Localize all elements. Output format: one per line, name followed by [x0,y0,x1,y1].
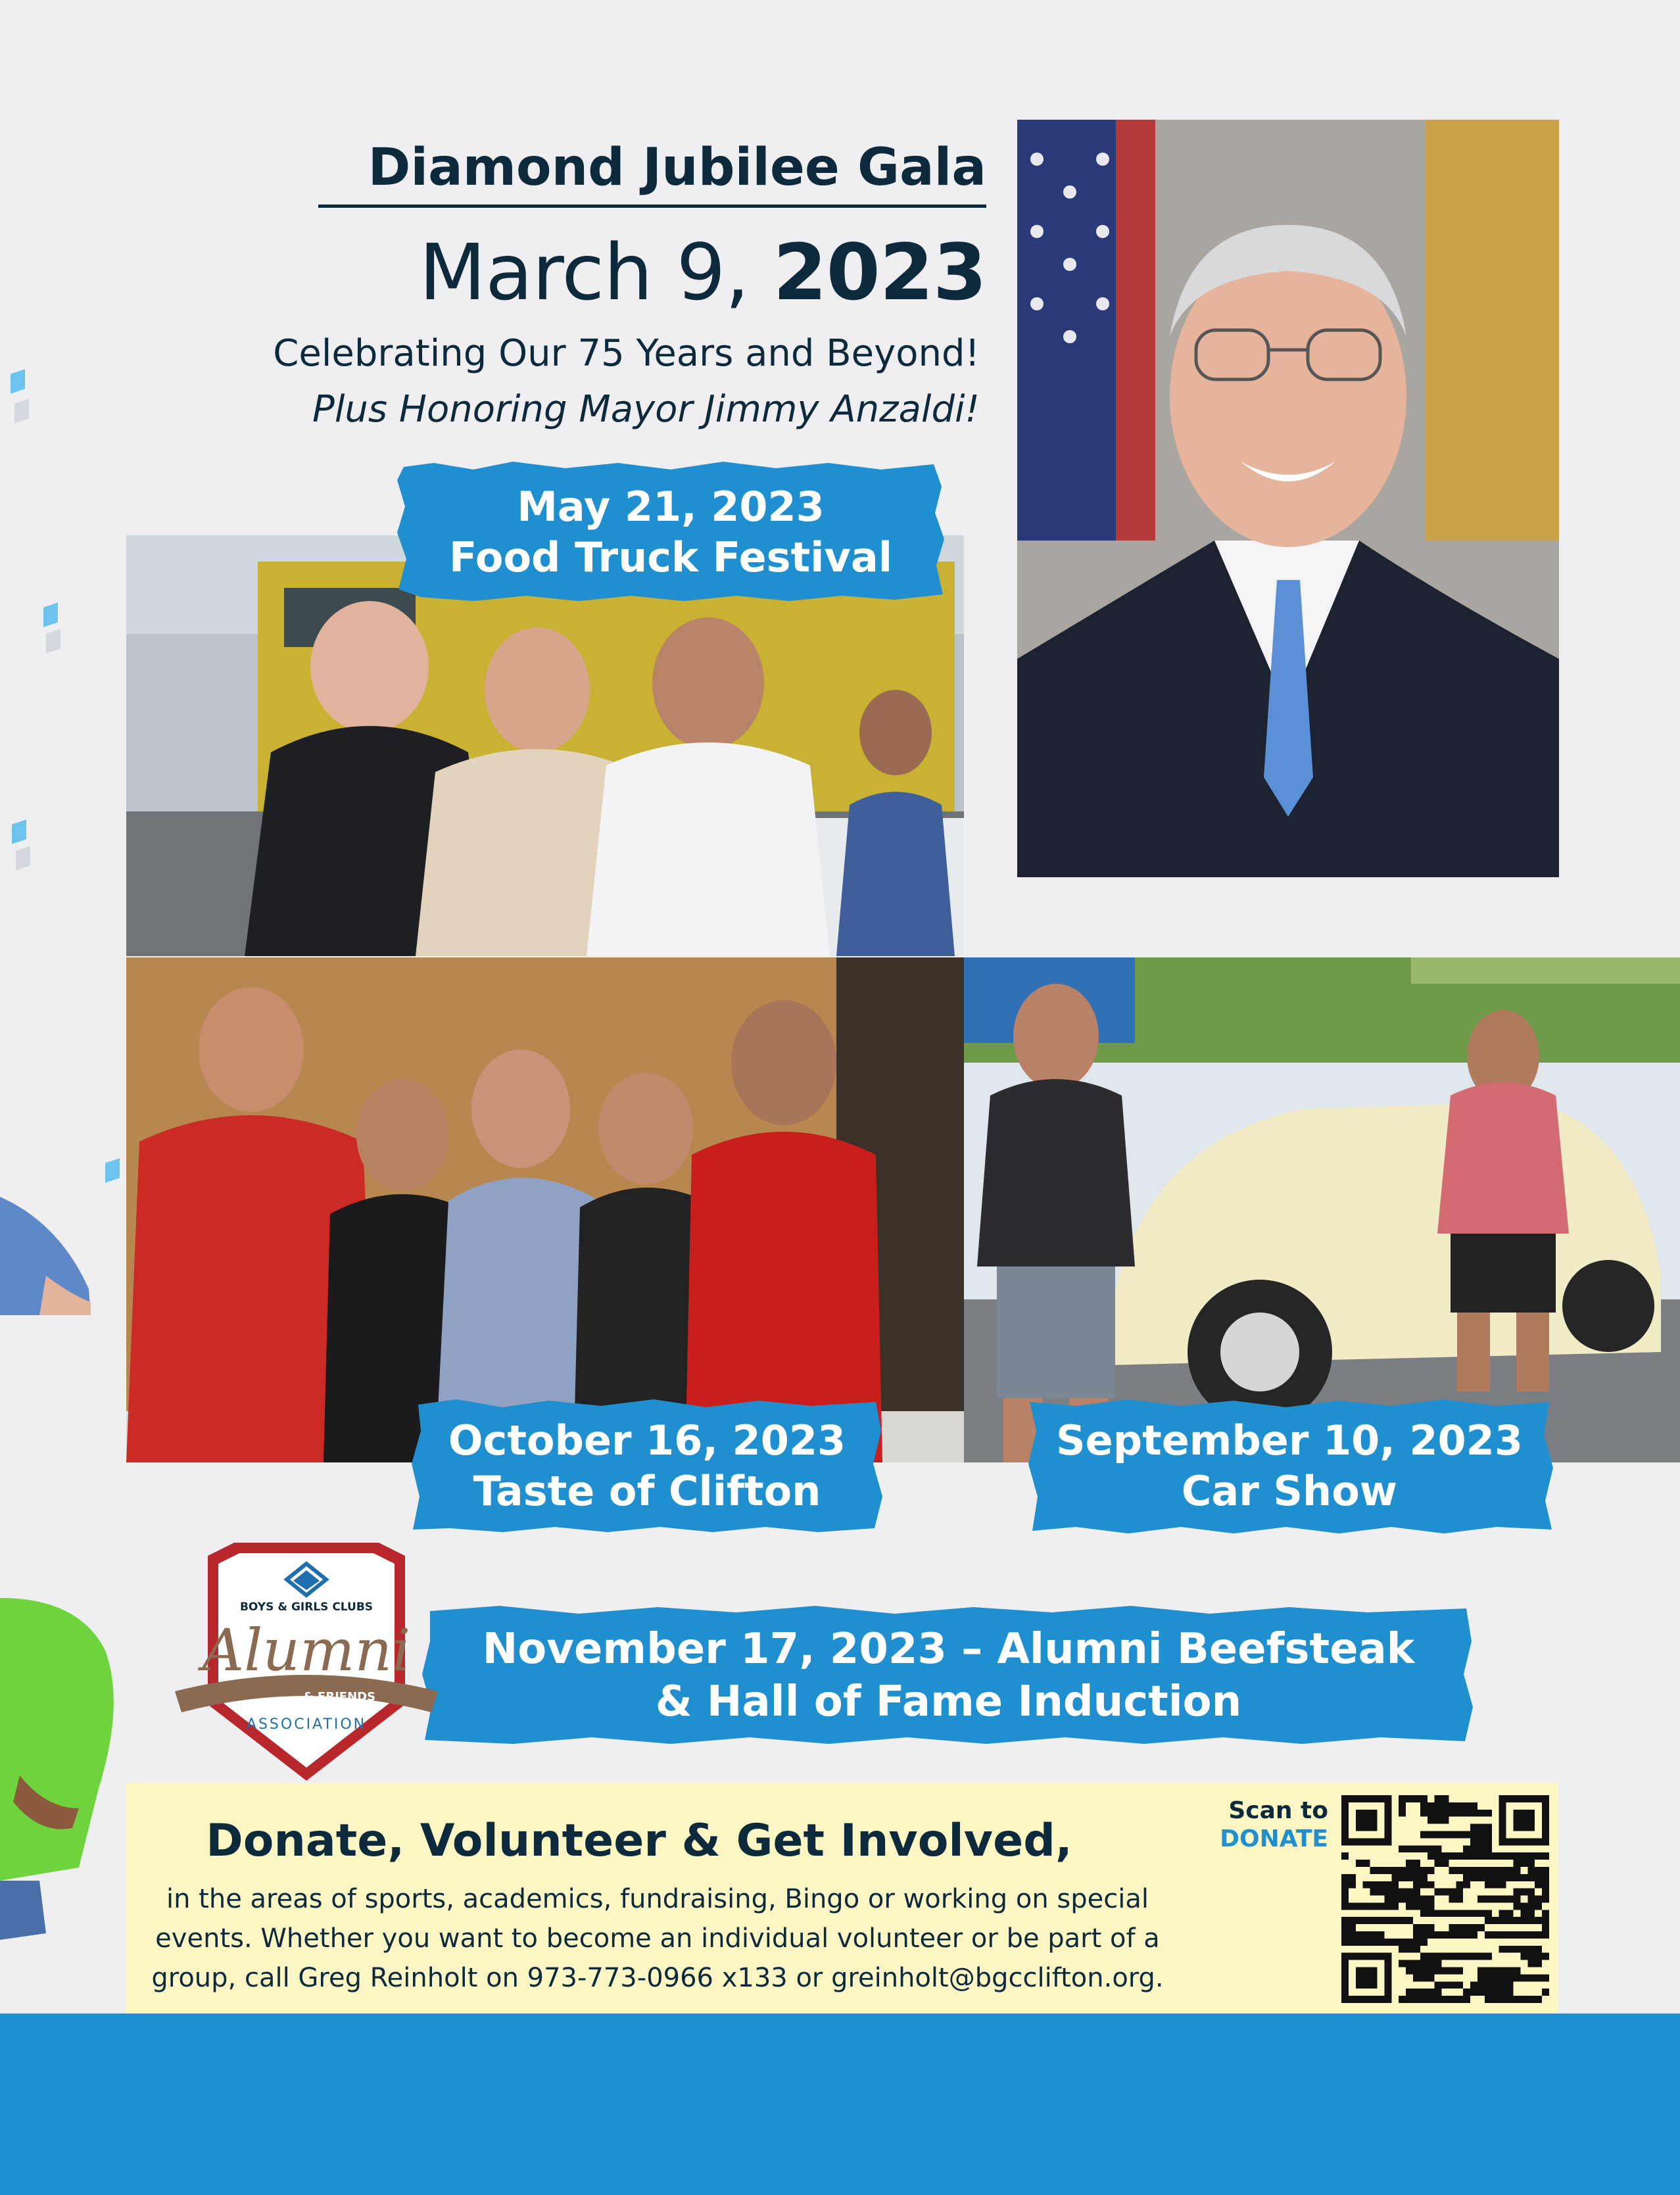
confetti-piece [11,369,25,393]
event-date: September 10, 2023 [1056,1416,1523,1464]
event-date: October 16, 2023 [448,1416,846,1464]
event-name: Food Truck Festival [449,533,892,581]
gala-title: Diamond Jubilee Gala [368,138,986,197]
donate-body-text [132,1879,1184,1998]
title-underline [318,205,986,208]
confetti-piece [105,1158,120,1182]
alumni-association-logo [168,1540,444,1783]
event-name: & Hall of Fame Induction [655,1677,1242,1726]
mayor-portrait-photo [1017,120,1559,877]
event-banner-food-truck [395,460,947,604]
gala-date-year: 2023 [773,227,986,318]
event-date: November 17, 2023 – Alumni Beefsteak [482,1625,1415,1674]
confetti-piece [16,846,30,870]
confetti-piece [46,629,60,653]
logo-friends-text: & FRIENDS [302,1690,376,1704]
confetti-piece [14,398,29,423]
gala-subtitle: Celebrating Our 75 Years and Beyond! [273,332,980,375]
event-banner-taste-of-clifton [410,1398,884,1533]
logo-association-text: ASSOCIATION [246,1716,367,1733]
taste-of-clifton-photo [126,957,964,1462]
donate-body-line: group, call Greg Reinholt on 973-773-0966 x133 or greinholt@bgcclifton.org. [151,1963,1164,1993]
gala-date-prefix: March 9, [419,227,773,318]
logo-word: Alumni [202,1616,411,1684]
footer-band [0,2014,1680,2195]
confetti-piece [43,602,58,627]
scan-to-donate-label [1164,1797,1328,1853]
gala-honoree-line: Plus Honoring Mayor Jimmy Anzaldi! [312,388,980,431]
kid-green-shirt-photo-fragment [0,1591,118,1940]
scan-label-line: DONATE [1220,1825,1328,1853]
scan-label-line: Scan to [1228,1797,1328,1824]
kid-arm-photo-fragment [0,1197,91,1315]
car-show-photo [964,957,1680,1462]
confetti-piece [12,819,26,844]
gala-date [250,227,986,318]
donate-body-line: in the areas of sports, academics, fundraising, Bingo or working on special [166,1884,1149,1914]
donate-qr-code[interactable] [1341,1795,1549,2003]
event-name: Car Show [1181,1467,1398,1515]
event-banner-alumni-beefsteak [421,1604,1476,1747]
donate-heading: Donate, Volunteer & Get Involved, [206,1815,1072,1867]
event-date: May 21, 2023 [517,482,825,531]
logo-org-text: BOYS & GIRLS CLUBS [239,1601,373,1614]
event-banner-car-show [1023,1398,1556,1533]
donate-body-line: events. Whether you want to become an individual volunteer or be part of a [155,1923,1160,1954]
event-name: Taste of Clifton [473,1467,821,1515]
